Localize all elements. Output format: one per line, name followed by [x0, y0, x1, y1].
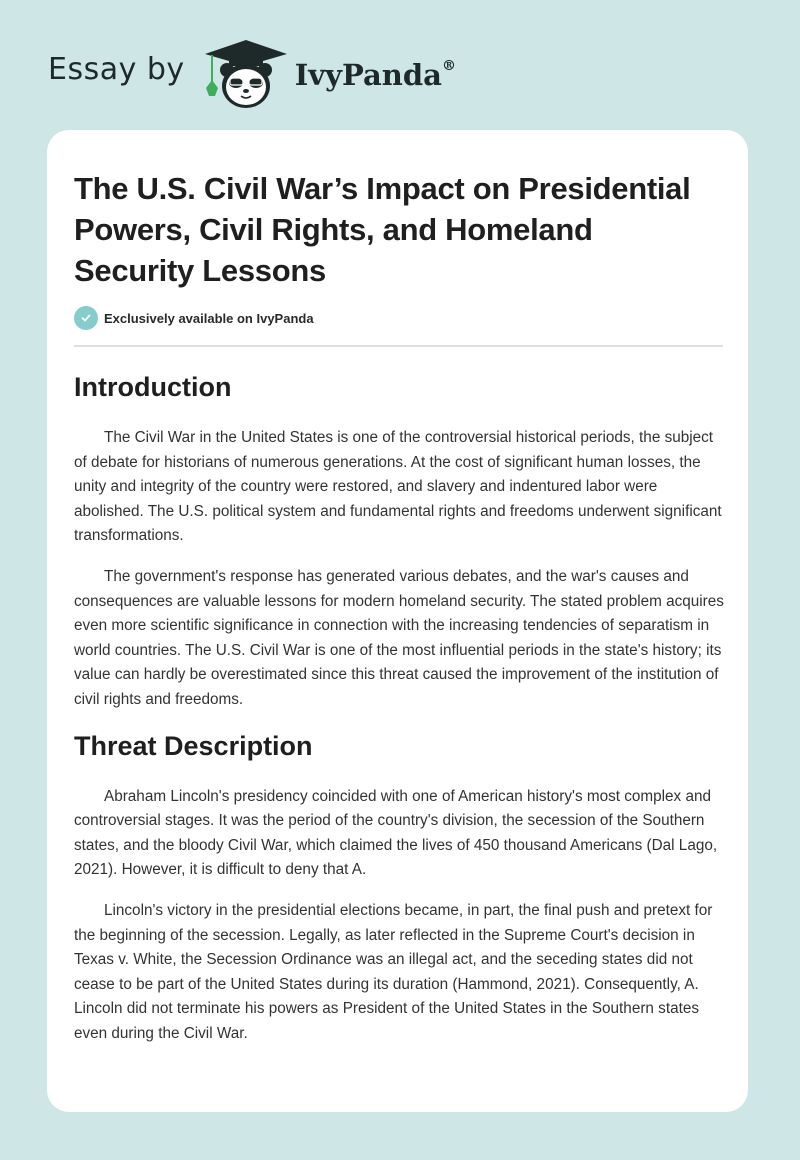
- essay-title: The U.S. Civil War’s Impact on Presidential Powers, Civil Rights, and Homeland Security Lessons: [74, 171, 691, 288]
- check-circle-icon: [74, 306, 98, 330]
- paragraph: The government's response has generated various debates, and the war's causes and consequences are valuable lessons for modern homeland security. The stated problem acquires even more scientific significance in connection with the increasing tendencies of separatism in world countries. The U.S. Civil War is one of the most influential periods in the state's history; its value can hardly be overestimated since this threat caused the improvement of the institution of civil rights and freedoms.: [74, 567, 724, 708]
- exclusive-badge: [74, 306, 314, 330]
- divider: [74, 345, 723, 347]
- paragraph: Abraham Lincoln's presidency coincided with one of American history's most complex and controversial stages. It was the period of the country's division, the secession of the Southern states, and the bloody Civil War, which claimed the lives of 450 thousand Americans (Dal Lago, 2021). However, it is difficult to deny that A.: [74, 787, 718, 879]
- essay-card: [47, 130, 748, 1112]
- paragraph: The Civil War in the United States is one of the controversial historical periods, the subject of debate for historians of numerous generations. At the cost of significant human losses, the unity and integrity of the country were restored, and slavery and indentured labor were abolished. The U.S. political system and fundamental rights and freedoms underwent significant transformations.: [74, 429, 722, 545]
- essay-by-label: Essay by: [48, 52, 185, 87]
- brand-name: IvyPanda®: [294, 58, 456, 92]
- section-heading-introduction: Introduction: [74, 372, 232, 402]
- paragraph: Lincoln's victory in the presidential elections became, in part, the final push and pretext for the beginning of the secession. Legally, as later reflected in the Supreme Court's decision in Texas v. White, the Secession Ordinance was an illegal act, and the seceding states did not cease to be part of the United States during its duration (Hammond, 2021). Consequently, A. Lincoln did not terminate his powers as President of the United States in the Southern states even during the Civil War.: [74, 901, 713, 1042]
- site-header: [0, 0, 800, 130]
- essay-body: [74, 370, 726, 1062]
- exclusive-badge-text: Exclusively available on IvyPanda: [104, 310, 314, 326]
- section-heading-threat-description: Threat Description: [74, 730, 313, 761]
- panda-graduate-logo-icon: [203, 38, 289, 110]
- brand-logo-link[interactable]: [48, 38, 456, 110]
